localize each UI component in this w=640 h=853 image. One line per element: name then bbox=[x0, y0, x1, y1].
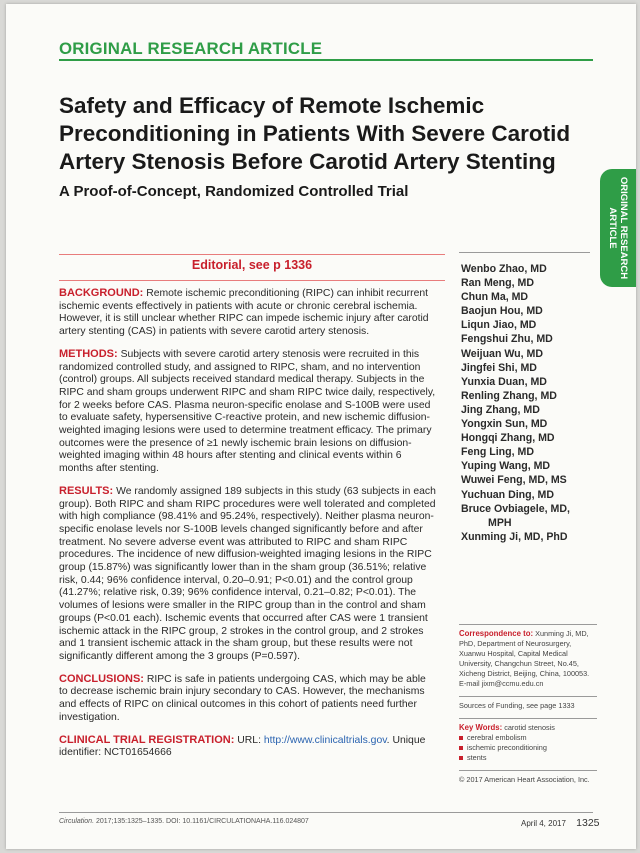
citation-text: 2017;135:1325–1335. DOI: 10.1161/CIRCULATIONAHA.116.024807 bbox=[95, 818, 309, 825]
abstract-conclusions bbox=[59, 673, 437, 725]
section-label: ORIGINAL RESEARCH ARTICLE bbox=[59, 40, 323, 58]
article-title bbox=[59, 92, 579, 176]
author-name: Baojun Hou, MD bbox=[461, 305, 543, 318]
authors-divider bbox=[459, 252, 590, 253]
methods-label: METHODS: bbox=[59, 347, 118, 360]
author-name: Bruce Ovbiagele, MD, bbox=[461, 502, 570, 515]
methods-text: Subjects with severe carotid artery stenosis were recruited in this randomized controlled study, and assigned to RIPC, sham, and no intervention (control) groups. All subjects received standard medical therapy. Subjects in the RIPC and sham groups underwent RIPC and sham RIPC twice daily, respectively, for 2 weeks before CAS. Plasma neuron-specific enolase and S-100B were used to evaluate safety, hypersensitive C-reactive protein, and new ischemic diffusion-weighted imaging lesions were used to determine treatment efficacy. The primary outcomes were the presence of ≥1 newly ischemic brain lesions on diffusion-weighted imaging within 48 hours after stenting and clinical events within 6 months after stenting. bbox=[59, 348, 436, 475]
author-name: Feng Ling, MD bbox=[461, 446, 534, 459]
author-name: Yuchuan Ding, MD bbox=[461, 488, 554, 501]
registration-label: CLINICAL TRIAL REGISTRATION: bbox=[59, 733, 235, 746]
article-sidebar bbox=[459, 624, 597, 792]
registration-identifier: . Unique identifier: NCT01654666 bbox=[59, 734, 426, 759]
abstract-methods bbox=[59, 348, 437, 476]
author-name: Renling Zhang, MD bbox=[461, 389, 557, 402]
author-list bbox=[461, 262, 596, 544]
publication-date: April 4, 2017 bbox=[521, 819, 566, 828]
correspondence bbox=[459, 629, 597, 689]
author-name: Chun Ma, MD bbox=[461, 291, 529, 304]
keyword-item: carotid stenosis bbox=[504, 723, 555, 732]
abstract-registration bbox=[59, 734, 437, 760]
keyword-item: ischemic preconditioning bbox=[459, 743, 597, 753]
sidebar-divider bbox=[459, 718, 597, 719]
author-name: Wenbo Zhao, MD bbox=[461, 263, 547, 275]
registration-prefix: URL: bbox=[237, 734, 261, 746]
page-number: 1325 bbox=[576, 817, 600, 829]
keywords-label: Key Words: bbox=[459, 723, 503, 732]
author-name: Fengshui Zhu, MD bbox=[461, 333, 553, 346]
abstract-results bbox=[59, 485, 437, 664]
journal-name: Circulation. bbox=[59, 818, 95, 825]
author-name: Wuwei Feng, MD, MS bbox=[461, 474, 567, 487]
title-line: Artery Stenosis Before Carotid Artery Stenting bbox=[59, 149, 556, 174]
article-subtitle: A Proof-of-Concept, Randomized Controlled Trial bbox=[59, 183, 409, 200]
sidebar-divider bbox=[459, 770, 597, 771]
author-name: Jing Zhang, MD bbox=[461, 403, 540, 416]
copyright-note: © 2017 American Heart Association, Inc. bbox=[459, 775, 590, 784]
footer-date-page bbox=[521, 817, 600, 829]
conclusions-text: RIPC is safe in patients undergoing CAS, which may be able to decrease ischemic brain injury secondary to CAS. However, the mechanisms and effects of RIPC on clinical outcomes in this cohort of patients need further investigation. bbox=[59, 673, 426, 723]
keyword-list bbox=[459, 733, 597, 763]
author-name: Yunxia Duan, MD bbox=[461, 375, 547, 388]
correspondence-name: Xunming bbox=[535, 629, 564, 638]
funding-note: Sources of Funding, see page 1333 bbox=[459, 701, 575, 710]
author-name: Yongxin Sun, MD bbox=[461, 418, 548, 431]
section-side-tab bbox=[600, 169, 636, 287]
title-line: Preconditioning in Patients With Severe Carotid bbox=[59, 121, 571, 146]
registration-url-link[interactable]: http://www.clinicaltrials.gov bbox=[263, 734, 387, 746]
conclusions-label: CONCLUSIONS: bbox=[59, 672, 144, 685]
keywords bbox=[459, 723, 597, 763]
results-text: We randomly assigned 189 subjects in this study (63 subjects in each group). Both RIPC and sham RIPC procedures were well tolerated and completed with high compliance (98.41% and 95.24%, respectively). Neither plasma neuron-specific enolase levels nor S-100B levels changed significantly before and after treatment. No severe adverse event was attributed to RIPC and sham RIPC procedures. The incidence of new diffusion-weighted imaging lesions in the RIPC group (15.87%) was significantly lower than in the sham group (36.51%; relative risk, 0.44; 96% confidence interval, 0.20–0.91; P<0.01) and the control group (41.27%; relative risk, 0.39; 96% confidence interval, 0.21–0.82; P<0.01). The volumes of lesions were smaller in the RIPC group than in the control and sham groups (P<0.01 each). Ischemic events that occurred after CAS were 1 transient ischemic attack in the RIPC group, 2 strokes in the control group, and 2 strokes and 1 transient ischemic attack in the sham group, but these results were not significantly different among the 3 groups (P=0.597). bbox=[59, 485, 436, 662]
sidebar-divider bbox=[459, 624, 597, 625]
author-name: Hongqi Zhang, MD bbox=[461, 432, 555, 445]
header-divider bbox=[59, 59, 593, 61]
correspondence-text: Ji, MD, PhD, Department of Neurosurgery, Xuanwu Hospital, Capital Medical University, Changchun Street, No.45, Xicheng District, Beijing, China, 100053. E-mail jixm@ccmu.edu.cn bbox=[459, 629, 590, 688]
keyword-item: stents bbox=[459, 753, 597, 763]
title-line: Safety and Efficacy of Remote Ischemic bbox=[59, 93, 485, 118]
results-label: RESULTS: bbox=[59, 484, 114, 497]
author-name: Jingfei Shi, MD bbox=[461, 361, 537, 374]
author-name: Weijuan Wu, MD bbox=[461, 347, 544, 360]
sidebar-divider bbox=[459, 696, 597, 697]
article-page bbox=[6, 4, 636, 849]
background-text: Remote ischemic preconditioning (RIPC) can inhibit recurrent ischemic events effectively in patients with acute or chronic cerebral ischemia. However, it is still unclear whether RIPC can impede ischemic injury after carotid artery stenting (CAS) in patients with severe carotid artery stenosis. bbox=[59, 288, 429, 338]
side-tab-line: ARTICLE bbox=[607, 207, 618, 249]
author-name: Yuping Wang, MD bbox=[461, 460, 551, 473]
author-name-continued: MPH bbox=[488, 516, 512, 529]
footer-citation bbox=[59, 818, 309, 825]
footer-divider bbox=[59, 812, 593, 813]
author-name: Ran Meng, MD bbox=[461, 277, 534, 290]
editorial-divider-top bbox=[59, 254, 445, 255]
author-name: Xunming Ji, MD, PhD bbox=[461, 530, 568, 543]
side-tab-label bbox=[607, 177, 629, 279]
editorial-divider-bottom bbox=[59, 280, 445, 281]
author-name: Liqun Jiao, MD bbox=[461, 319, 537, 332]
editorial-link[interactable]: Editorial, see p 1336 bbox=[191, 258, 313, 272]
background-label: BACKGROUND: bbox=[59, 287, 144, 299]
abstract-background bbox=[59, 287, 437, 339]
abstract bbox=[59, 287, 437, 769]
keyword-item: cerebral embolism bbox=[459, 733, 597, 743]
side-tab-line: ORIGINAL RESEARCH bbox=[618, 176, 629, 280]
correspondence-label: Correspondence to: bbox=[459, 629, 534, 638]
